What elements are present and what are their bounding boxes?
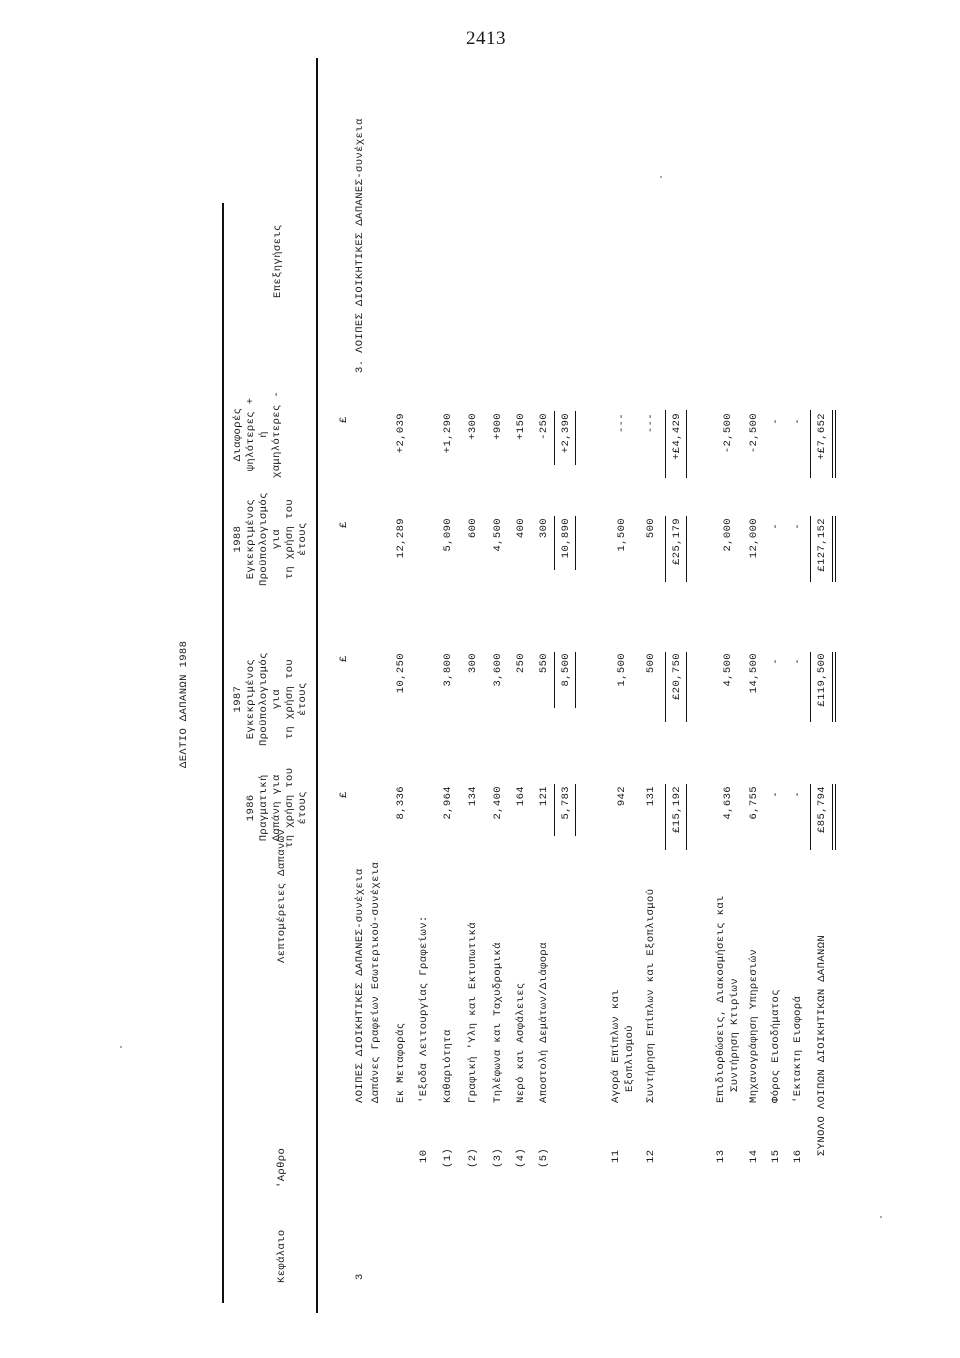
carried-1987: 10,250 <box>395 653 407 694</box>
grand-total-double-underline-1987 <box>835 652 836 722</box>
art10-total-underline-1988 <box>575 516 576 570</box>
art10-total-underline-diff <box>575 411 576 465</box>
row-diff: -250 <box>538 413 550 440</box>
explanation-text: 3. ΛΟΙΠΕΣ ΔΙΟΙΚΗΤΙΚΕΣ ΔΑΠΑΝΕΣ-συνέχεια <box>354 118 366 373</box>
row-sub: (1) <box>442 1147 454 1168</box>
row-1986: 2,964 <box>442 786 454 820</box>
grand-total-underline-diff <box>832 410 833 478</box>
subtotal-line-1988 <box>665 516 666 582</box>
row-1987: 300 <box>467 653 479 674</box>
art15-diff: - <box>770 418 782 425</box>
art13-label-line1: Επιδιορθώσεις, Διακοσμήσεις και <box>715 895 727 1103</box>
art12-label: Συντήρηση Επίπλων και Εξοπλισμού <box>645 888 657 1103</box>
row-label: Νερό και Ασφάλειες <box>515 982 527 1103</box>
carried-1986: 8,336 <box>395 786 407 820</box>
subtotal-1986: £15,192 <box>671 786 683 833</box>
art14-number: 14 <box>748 1149 760 1163</box>
art13-1988: 2,000 <box>722 518 734 552</box>
subtotal-line-diff <box>665 410 666 478</box>
grand-total-line-1986 <box>810 784 811 850</box>
currency-diff: £ <box>338 416 350 423</box>
art15-1987: - <box>770 658 782 665</box>
art15-1988: - <box>770 523 782 530</box>
subtotal-diff: +£4,429 <box>671 413 683 460</box>
subtotal-underline-diff <box>686 410 687 478</box>
row-label: Τηλέφωνα και Ταχυδρομικά <box>492 942 504 1103</box>
row-1987: 3,600 <box>492 653 504 687</box>
row-1987: 250 <box>515 653 527 674</box>
header-1986: 1986 Πραγματική Δαπάνη για τη χρήση του έτους <box>245 767 309 848</box>
header-bottom-rule <box>316 58 318 1313</box>
row-1986: 2,400 <box>492 786 504 820</box>
row-diff: +1,290 <box>442 413 454 454</box>
art10-total-1988: 10,890 <box>560 518 572 559</box>
row-1988: 300 <box>538 518 550 539</box>
carried-label: Εκ Μεταφοράς <box>395 1022 407 1103</box>
currency-1986: £ <box>338 791 350 798</box>
art16-1988: - <box>792 523 804 530</box>
row-sub: (4) <box>515 1147 527 1168</box>
art14-label: Μηχανογράφηση Υπηρεσιών <box>748 948 760 1103</box>
art10-sum-line-1987 <box>554 652 555 708</box>
art12-1988: 500 <box>645 518 657 539</box>
carried-diff: +2,039 <box>395 413 407 454</box>
chapter-number: 3 <box>354 1273 366 1280</box>
header-1987: 1987 Εγκεκριμένος Προϋπολογισμός για τη χρήση του έτους <box>232 652 309 746</box>
art10-total-underline-1987 <box>575 652 576 708</box>
art11-1987: 1,500 <box>616 653 628 687</box>
art16-number: 16 <box>792 1149 804 1163</box>
art10-total-diff: +2,390 <box>560 413 572 454</box>
art15-1986: - <box>770 791 782 798</box>
row-diff: +300 <box>467 413 479 440</box>
art16-1986: - <box>792 791 804 798</box>
row-1987: 550 <box>538 653 550 674</box>
row-1986: 134 <box>467 786 479 807</box>
art16-label: 'Εκτακτη Εισφορά <box>792 995 804 1103</box>
art15-number: 15 <box>770 1149 782 1163</box>
art13-diff: -2,500 <box>722 413 734 454</box>
row-sub: (2) <box>467 1147 479 1168</box>
grand-total-double-underline-1988 <box>835 516 836 582</box>
art10-sum-line-1986 <box>554 784 555 836</box>
row-diff: +900 <box>492 413 504 440</box>
row-sub: (5) <box>538 1147 550 1168</box>
row-1986: 121 <box>538 786 550 807</box>
art13-1986: 4,636 <box>722 786 734 820</box>
header-kefalaio: Κεφάλαιο <box>276 1229 288 1283</box>
art12-diff: --- <box>645 413 657 434</box>
grand-total-line-1988 <box>810 516 811 582</box>
section-title: ΛΟΙΠΕΣ ΔΙΟΙΚΗΤΙΚΕΣ ΔΑΠΑΝΕΣ-συνέχεια <box>354 868 366 1103</box>
art13-label-line2: Συντήρηση Κτιρίων <box>729 978 741 1092</box>
art16-diff: - <box>792 418 804 425</box>
grand-total-underline-1988 <box>832 516 833 582</box>
grand-total-label: ΣΥΝΟΛΟ ΛΟΙΠΩΝ ΔΙΟΙΚΗΤΙΚΩΝ ΔΑΠΑΝΩΝ <box>816 934 828 1156</box>
art10-sum-line-diff <box>554 411 555 465</box>
art14-diff: -2,500 <box>748 413 760 454</box>
scan-speck <box>880 1216 882 1218</box>
header-epexigiseis: Επεξηγήσεις <box>272 224 284 298</box>
grand-total-double-underline-1986 <box>835 784 836 850</box>
row-sub: (3) <box>492 1147 504 1168</box>
art11-number: 11 <box>610 1149 622 1163</box>
subtotal-line-1987 <box>665 652 666 722</box>
grand-total-underline-1986 <box>832 784 833 850</box>
header-arthro: 'Αρθρο <box>276 1147 288 1188</box>
art10-total-underline-1986 <box>575 784 576 836</box>
row-diff: +150 <box>515 413 527 440</box>
subtotal-underline-1988 <box>686 516 687 582</box>
art13-1987: 4,500 <box>722 653 734 687</box>
art12-1986: 131 <box>645 786 657 807</box>
art10-sum-line-1988 <box>554 516 555 570</box>
currency-1988: £ <box>338 521 350 528</box>
scan-speck <box>120 1046 122 1048</box>
grand-total-1987: £119,500 <box>816 653 828 707</box>
subtotal-line-1986 <box>665 784 666 850</box>
subsection-title: Δαπάνες Γραφείων Εσωτερικού-συνέχεια <box>370 861 382 1103</box>
art10-number: 10 <box>418 1149 430 1163</box>
header-top-rule <box>222 203 224 1303</box>
grand-total-line-diff <box>810 410 811 478</box>
row-1988: 4,500 <box>492 518 504 552</box>
grand-total-1988: £127,152 <box>816 518 828 572</box>
grand-total-double-underline-diff <box>835 410 836 478</box>
subtotal-1988: £25,179 <box>671 518 683 565</box>
art16-1987: - <box>792 658 804 665</box>
art12-1987: 500 <box>645 653 657 674</box>
art11-1988: 1,500 <box>616 518 628 552</box>
grand-total-1986: £85,794 <box>816 786 828 833</box>
art11-label-line1: Αγορά Επίπλων και <box>610 989 622 1103</box>
row-1986: 164 <box>515 786 527 807</box>
grand-total-line-1987 <box>810 652 811 722</box>
row-1988: 400 <box>515 518 527 539</box>
art10-total-1987: 8,500 <box>560 653 572 687</box>
header-1988: 1988 Εγκεκριμένος Προϋπολογισμός για τη χρήση του έτους <box>232 492 309 586</box>
carried-1988: 12,289 <box>395 518 407 559</box>
scan-speck <box>660 176 662 178</box>
art10-label: 'Εξοδα Λειτουργίας Γραφείων: <box>418 915 430 1103</box>
art12-number: 12 <box>645 1149 657 1163</box>
row-label: Γραφική 'Υλη και Εκτυπωτικά <box>467 922 479 1103</box>
art14-1987: 14,500 <box>748 653 760 694</box>
page-number: 2413 <box>466 28 506 49</box>
grand-total-diff: +£7,652 <box>816 413 828 460</box>
subtotal-underline-1986 <box>686 784 687 850</box>
row-1988: 600 <box>467 518 479 539</box>
header-diafores: Διαφορές ψηλότερες + ή χαμηλότερες - <box>232 390 283 478</box>
art14-1986: 6,755 <box>748 786 760 820</box>
header-leptomereies: Λεπτομέρειες Δαπανών <box>276 828 288 963</box>
row-1987: 3,800 <box>442 653 454 687</box>
row-1988: 5,090 <box>442 518 454 552</box>
row-label: Αποστολή Δεμάτων/Διάφορα <box>538 942 550 1103</box>
currency-1987: £ <box>338 655 350 662</box>
subtotal-1987: £20,750 <box>671 653 683 700</box>
art13-number: 13 <box>715 1149 727 1163</box>
art11-diff: --- <box>616 413 628 434</box>
row-label: Καθαριότητα <box>442 1029 454 1103</box>
sheet-title: ΔΕΛΤΙΟ ΔΑΠΑΝΩΝ 1988 <box>178 640 190 768</box>
art10-total-1986: 5,783 <box>560 786 572 820</box>
art11-label-line2: Εξοπλισμού <box>624 1024 636 1092</box>
art11-1986: 942 <box>616 786 628 807</box>
art15-label: Φόρος Εισοδήματος <box>770 989 782 1103</box>
subtotal-underline-1987 <box>686 652 687 722</box>
grand-total-underline-1987 <box>832 652 833 722</box>
art14-1988: 12,000 <box>748 518 760 559</box>
